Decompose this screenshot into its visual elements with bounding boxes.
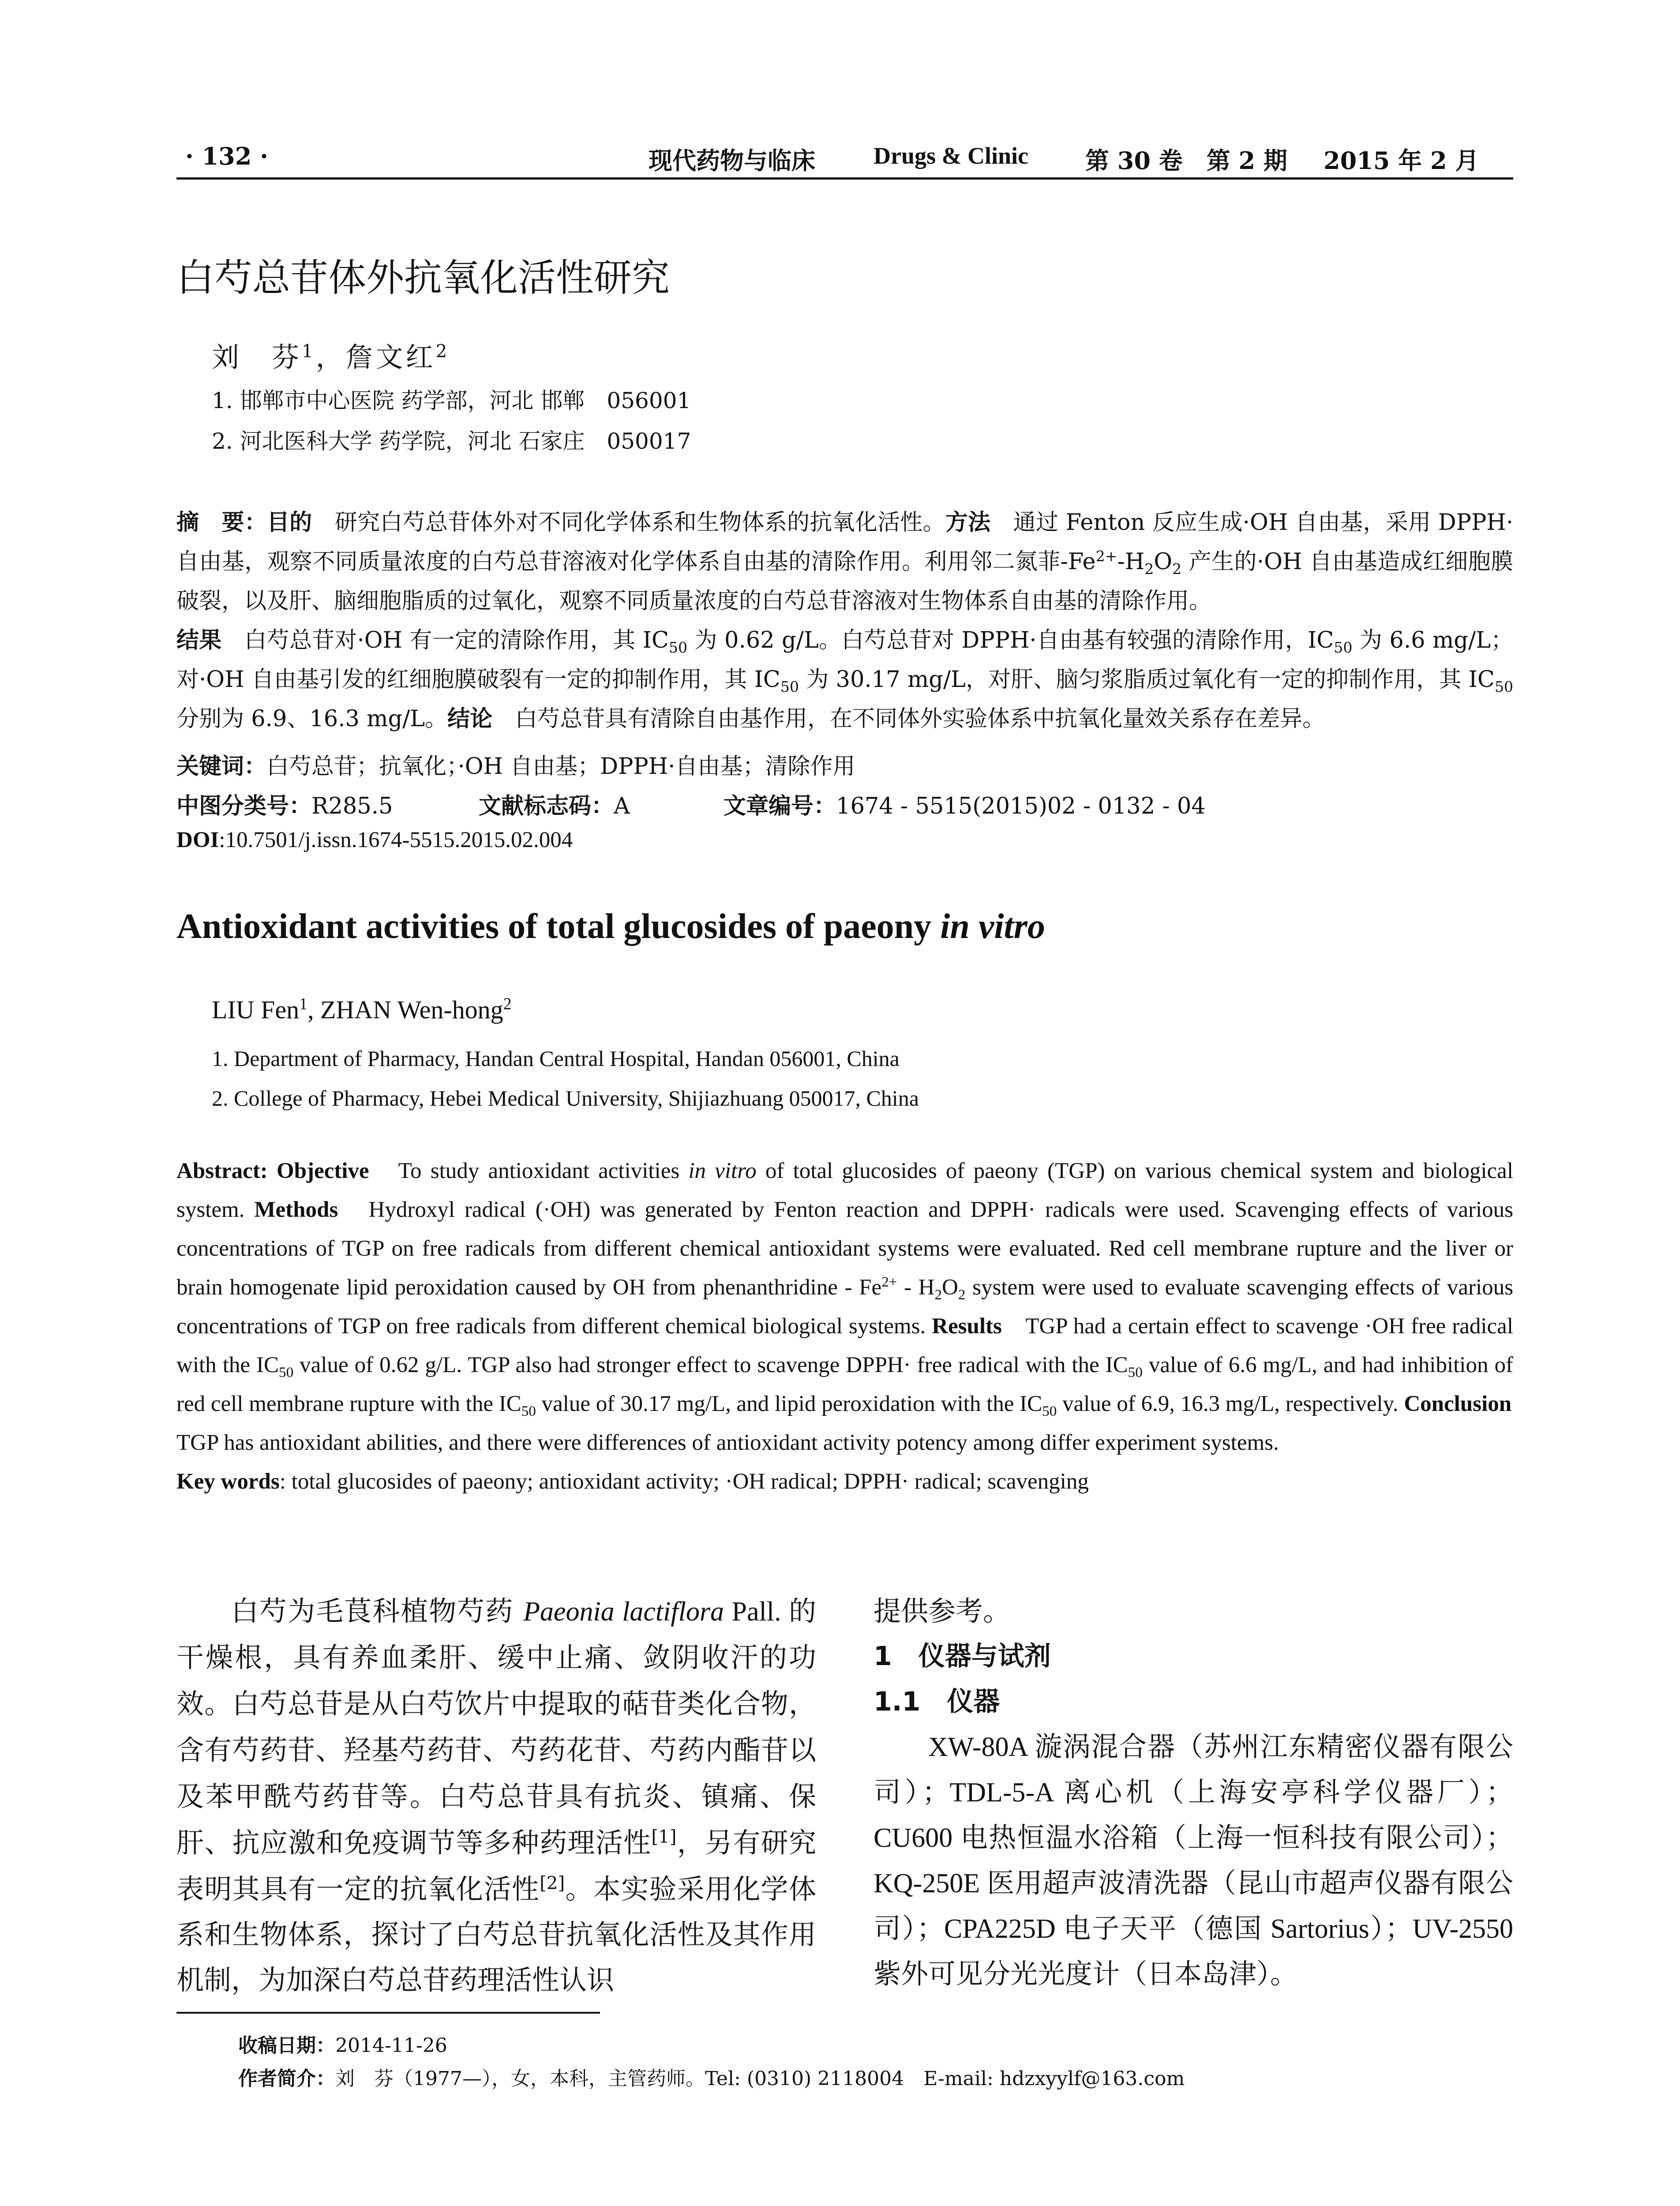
page-number: · 132 · (185, 142, 268, 170)
doc-code: A (614, 793, 630, 819)
body-left-column (176, 1588, 816, 2003)
issue-date: 2015 年 2 月 (1324, 146, 1479, 175)
cn-affiliation-2: 2. 河北医科大学 药学院，河北 石家庄 050017 (212, 428, 691, 454)
journal-name-en: Drugs & Clinic (874, 143, 1028, 169)
body-right-column (874, 1588, 1513, 1997)
cn-abstract-label: 摘 要： (176, 510, 267, 536)
cn-doc-code-line: 文献标志码：A (479, 793, 630, 819)
en-authors: LIU Fen$^1$, ZHAN Wen-hong$^2$ (212, 994, 512, 1024)
en-affiliation-2: 2. College of Pharmacy, Hebei Medical University, Shijiazhuang 050017, China (212, 1086, 919, 1111)
doi: :10.7501/j.issn.1674-5515.2015.02.004 (219, 828, 573, 852)
en-affiliation-1: 1. Department of Pharmacy, Handan Central Hospital, Handan 056001, China (212, 1046, 900, 1071)
en-abstract: Abstract: Objective To study antioxidant activities in vitro of total glucosides of paeony (TGP) on various chemical system and biological system. Methods Hydroxyl radical (·OH) was generated by Fenton reaction and DPPH· radicals were used. Scavenging effects of various concentrations of TGP on free radicals from different chemical antioxidant systems were evaluated. Red cell membrane rupture and the liver or brain homogenate lipid peroxidation caused by OH from phenanthridine - $Fe^{2+} - H_2O_2$ system were used to evaluate scavenging effects of various concentrations of TGP on free radicals from different chemical biological systems. Results TGP had a certain effect to scavenge ·OH free radical with the $IC_{50}$ value of 0.62 g/L. TGP also had stronger effect to scavenge DPPH· free radical with the $IC_{50}$ value of 6.6 mg/L, and had inhibition of red cell membrane rupture with the $IC_{50}$ value of 30.17 mg/L, and lipid peroxidation with the $IC_{50}$ value of 6.9, 16.3 mg/L, respectively. Conclusion TGP has antioxidant abilities, and there were differences of antioxidant activity potency among differ experiment systems. Key words: total glucosides of paeony; antioxidant activity; ·OH radical; DPPH· radical; scavenging (176, 1159, 1534, 1494)
section-1-heading: 1 仪器与试剂 (874, 1641, 1051, 1672)
clc-code: R285.5 (311, 793, 393, 819)
cn-title: 白芍总苷体外抗氧化活性研究 (176, 256, 670, 300)
volume-issue: 第 30 卷 第 2 期 (1085, 146, 1287, 175)
cn-keywords: 关键词：白芍总苷；抗氧化；·OH 自由基；DPPH·自由基；清除作用 (176, 754, 855, 780)
cn-classification-line: 中图分类号：R285.5 (176, 793, 393, 819)
cn-affiliation-1: 1. 邯郸市中心医院 药学部，河北 邯郸 056001 (212, 388, 691, 413)
intro-continuation: 提供参考。 (874, 1595, 1011, 1627)
journal-name-cn: 现代药物与临床 (649, 147, 815, 175)
doi-line: DOI:10.7501/j.issn.1674-5515.2015.02.004 (176, 828, 573, 852)
header-rule (176, 177, 1513, 180)
received-date-note: 收稿日期：2014-11-26 (238, 2034, 447, 2057)
en-title: Antioxidant activities of total glucosides of paeony in vitro (176, 907, 1045, 946)
en-keywords: : total glucosides of paeony; antioxidant activity; ·OH radical; DPPH· radical; scavenging (279, 1469, 1089, 1494)
footnote-rule (176, 2012, 600, 2014)
en-keywords-label: Key words (176, 1469, 280, 1494)
article-number: 1674 - 5515(2015)02 - 0132 - 04 (836, 793, 1206, 819)
cn-authors: 刘 芬$^1$，詹文红$^2$ (212, 341, 450, 373)
running-header (176, 142, 1513, 173)
section-1-1-heading: 1.1 仪器 (874, 1686, 1000, 1717)
intro-paragraph: 白芍为毛茛科植物芍药 Paeonia lactiflora Pall. 的干燥根，具有养血柔肝、缓中止痛、敛阴收汗的功效。白芍总苷是从白芍饮片中提取的萜苷类化合物，含有芍药苷、羟基芍药苷、芍药花苷、芍药内酯苷以及苯甲酰芍药苷等。白芍总苷具有抗炎、镇痛、保肝、抗应激和免疫调节等多种药理活性[1]，另有研究表明其具有一定的抗氧化活性[2]。本实验采用化学体系和生物体系，探讨了白芍总苷抗氧化活性及其作用机制，为加深白芍总苷药理活性认识 (176, 1595, 816, 1996)
cn-abstract: 摘 要：目的 研究白芍总苷体外对不同化学体系和生物体系的抗氧化活性。方法 通过 Fenton 反应生成·OH 自由基，采用 DPPH·自由基，观察不同质量浓度的白芍总苷溶液对化学体系自由基的清除作用。利用邻二氮菲$-Fe^{2+}-H_2O_2$ 产生的·OH 自由基造成红细胞膜破裂，以及肝、脑细胞脂质的过氧化，观察不同质量浓度的白芍总苷溶液对生物体系自由基的清除作用。 结果 白芍总苷对·OH 有一定的清除作用，其 $IC_{50}$ 为 0.62 g/L。白芍总苷对 DPPH·自由基有较强的清除作用，$IC_{50}$ 为 6.6 mg/L；对·OH 自由基引发的红细胞膜破裂有一定的抑制作用，其 $IC_{50}$ 为 30.17 mg/L，对肝、脑匀浆脂质过氧化有一定的抑制作用，其 $IC_{50}$ 分别为 6.9、16.3 mg/L。结论 白芍总苷具有清除自由基作用，在不同体外实验体系中抗氧化量效关系存在差异。 (176, 510, 1514, 732)
author-bio-note: 作者简介：刘 芬（1977—），女，本科，主管药师。Tel: (0310) 2118004 E-mail: hdzxyylf@163.com (238, 2067, 1185, 2090)
cn-author-1: 刘 芬 (212, 341, 302, 373)
cn-article-no-line: 文章编号：1674 - 5515(2015)02 - 0132 - 04 (724, 793, 1206, 819)
en-abstract-label: Abstract: Objective (176, 1159, 369, 1183)
cn-author-2: 詹文红 (345, 341, 436, 373)
instruments-paragraph: XW-80A 漩涡混合器（苏州江东精密仪器有限公司）；TDL-5-A 离心机（上海安亭科学仪器厂）；CU600 电热恒温水浴箱（上海一恒科技有限公司）；KQ-250E 医用超声波清洗器（昆山市超声仪器有限公司）；CPA225D 电子天平（德国 Sartorius）；UV-2550 紫外可见分光光度计（日本岛津）。 (874, 1732, 1513, 1989)
